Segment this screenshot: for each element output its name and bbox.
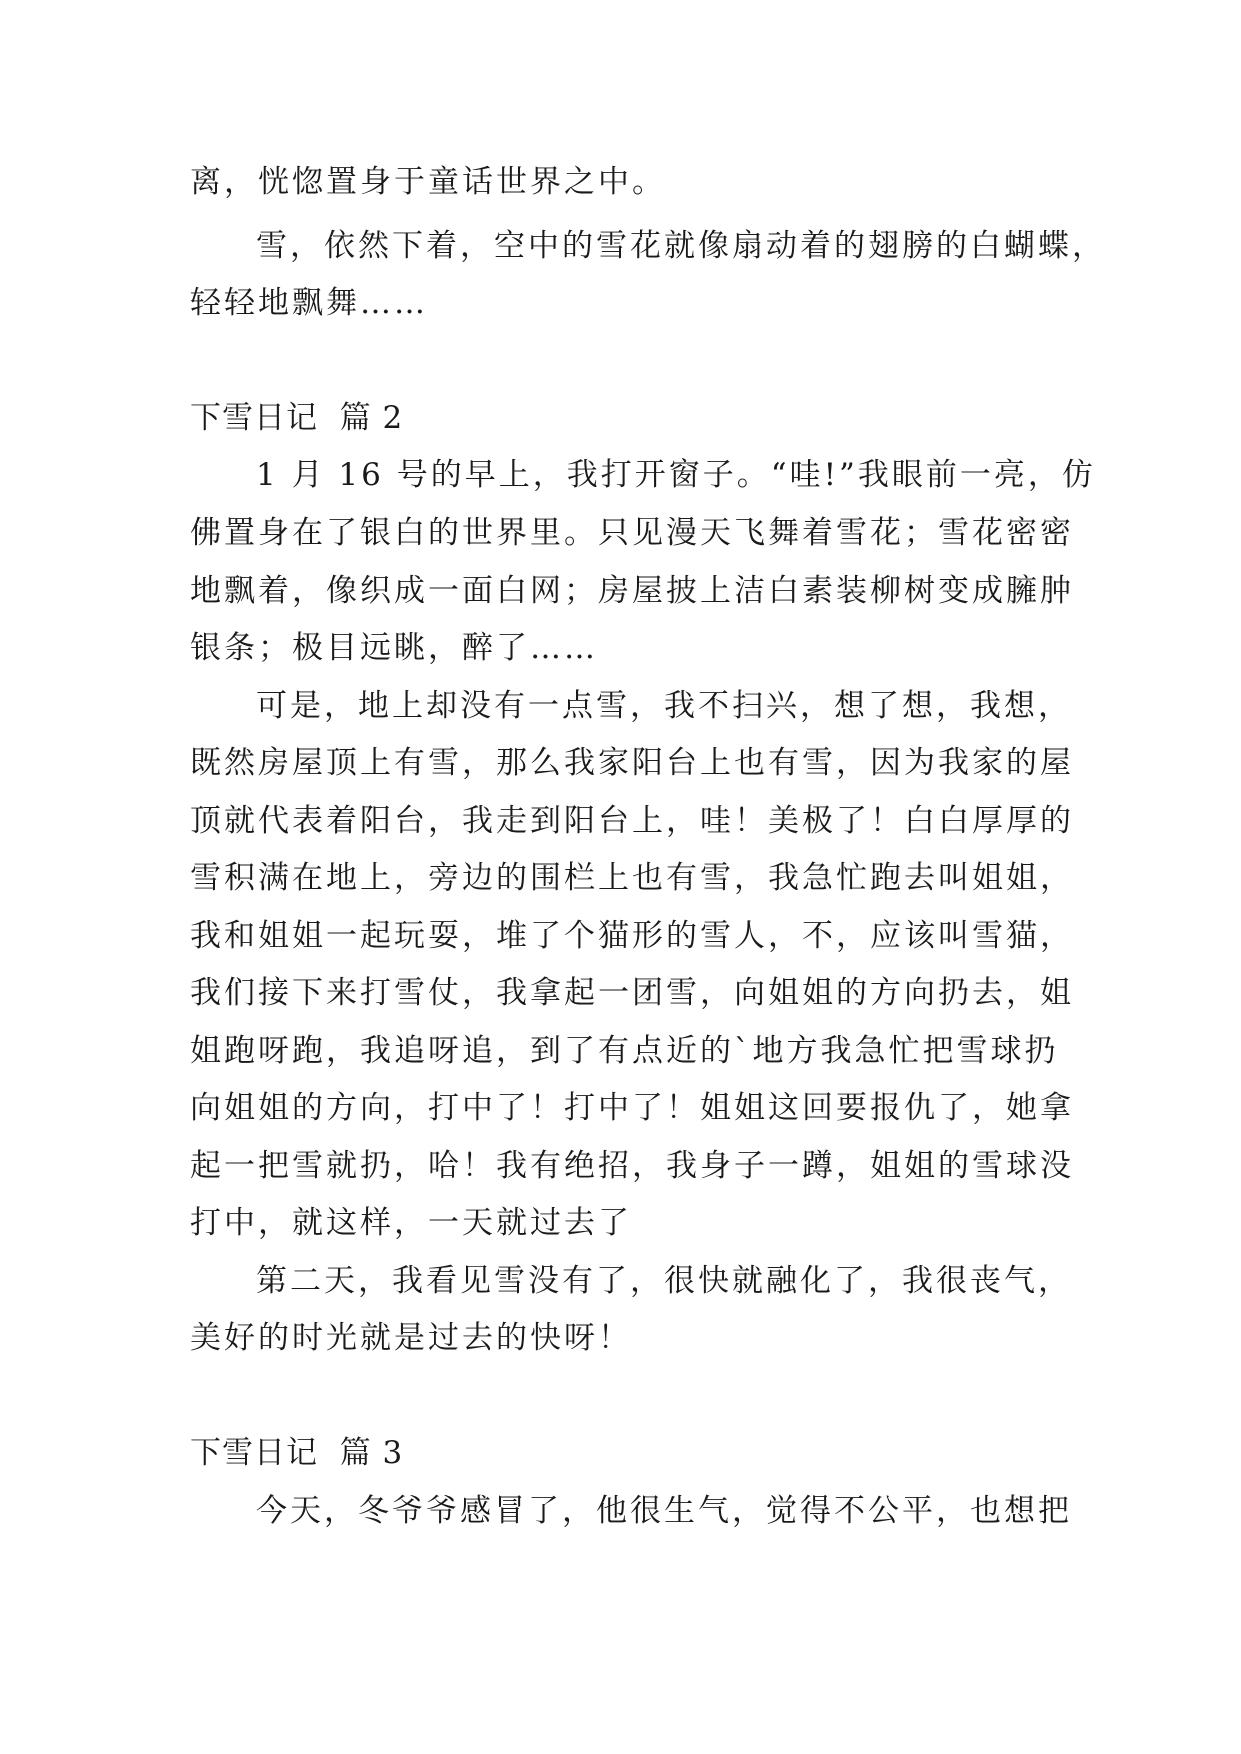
paragraph-line: 起一把雪就扔，哈！我有绝招，我身子一蹲，姐姐的雪球没 — [190, 1148, 1074, 1184]
paragraph-line: 向姐姐的方向，打中了！打中了！姐姐这回要报仇了，她拿 — [190, 1090, 1074, 1126]
paragraph-line: 1 月 16 号的早上，我打开窗子。“哇!”我眼前一亮，仿 — [256, 457, 1096, 493]
paragraph-line: 姐跑呀跑，我追呀追，到了有点近的`地方我急忙把雪球扔 — [190, 1033, 1059, 1069]
paragraph-line: 顶就代表着阳台，我走到阳台上，哇！美极了！白白厚厚的 — [190, 803, 1074, 839]
section-heading: 下雪日记 篇 3 — [190, 1435, 404, 1471]
paragraph-line: 轻轻地飘舞…… — [190, 285, 428, 321]
paragraph-line: 雪，依然下着，空中的雪花就像扇动着的翅膀的白蝴蝶， — [256, 228, 1106, 264]
paragraph-line: 我们接下来打雪仗，我拿起一团雪，向姐姐的方向扔去，姐 — [190, 975, 1074, 1011]
paragraph-line: 我和姐姐一起玩耍，堆了个猫形的雪人，不，应该叫雪猫， — [190, 918, 1074, 954]
paragraph-line: 今天，冬爷爷感冒了，他很生气，觉得不公平，也想把 — [256, 1493, 1072, 1529]
paragraph-line: 银条；极目远眺，醉了…… — [190, 630, 598, 666]
paragraph-line: 既然房屋顶上有雪，那么我家阳台上也有雪，因为我家的屋 — [190, 745, 1074, 781]
section-heading: 下雪日记 篇 2 — [190, 400, 404, 436]
paragraph-line: 雪积满在地上，旁边的围栏上也有雪，我急忙跑去叫姐姐， — [190, 860, 1074, 896]
paragraph-line: 美好的时光就是过去的快呀！ — [190, 1320, 632, 1356]
paragraph-line: 可是，地上却没有一点雪，我不扫兴，想了想，我想， — [256, 688, 1072, 724]
paragraph-line: 离，恍惚置身于童话世界之中。 — [190, 164, 666, 200]
paragraph-line: 打中，就这样，一天就过去了 — [190, 1205, 632, 1241]
paragraph-line: 佛置身在了银白的世界里。只见漫天飞舞着雪花；雪花密密 — [190, 515, 1074, 551]
paragraph-line: 地飘着，像织成一面白网；房屋披上洁白素装柳树变成臃肿 — [190, 573, 1074, 609]
paragraph-line: 第二天，我看见雪没有了，很快就融化了，我很丧气， — [256, 1263, 1072, 1299]
